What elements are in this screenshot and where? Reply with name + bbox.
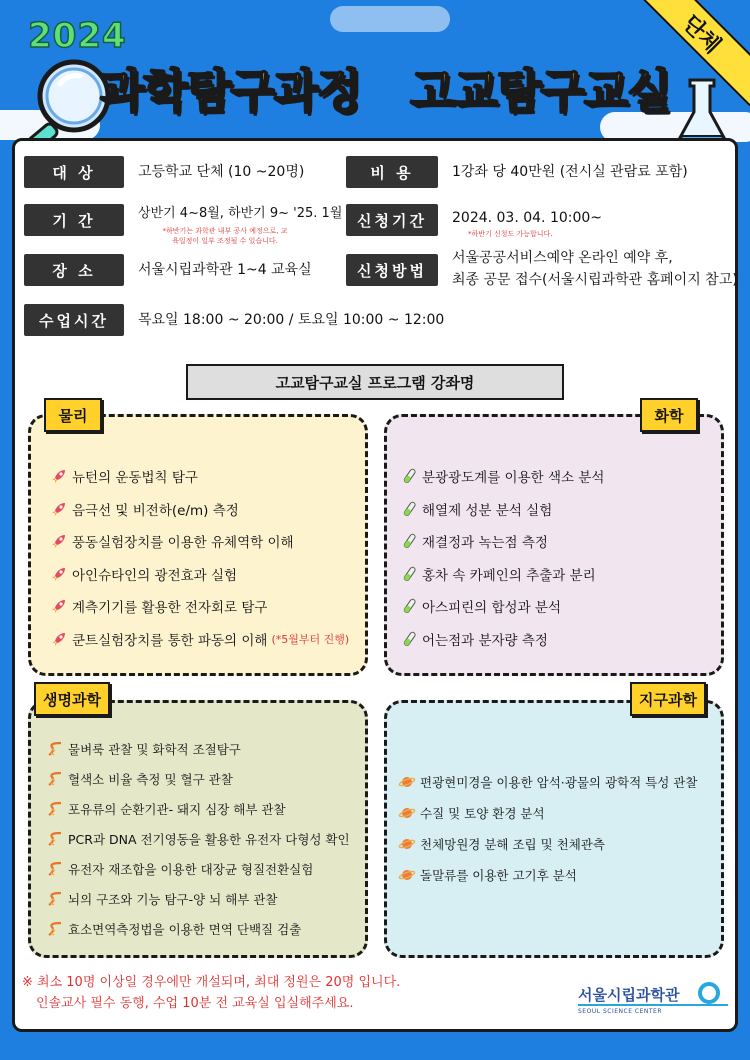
earth-tag: 지구과학 — [630, 682, 706, 716]
item-text: 돌말류를 이용한 고기후 분석 — [420, 867, 577, 883]
value-class-time: 목요일 18:00 ~ 20:00 / 토요일 10:00 ~ 12:00 — [138, 312, 445, 328]
list-item — [400, 558, 604, 591]
list-item — [50, 525, 349, 558]
list-item — [46, 884, 350, 914]
item-text: 해열제 성분 분석 실험 — [422, 502, 553, 519]
logo-name: 서울시립과학관 — [578, 986, 680, 1004]
list-item — [400, 623, 604, 656]
item-text: 어는점과 분자량 측정 — [422, 632, 548, 649]
list-item — [398, 828, 697, 859]
item-text: 효소면역측정법을 이용한 면역 단백질 검출 — [68, 922, 302, 937]
logo-divider — [578, 1004, 728, 1006]
value-cost: 1강좌 당 40만원 (전시실 관람료 포함) — [452, 164, 688, 180]
value-place: 서울시립과학관 1~4 교육실 — [138, 262, 312, 278]
item-text: 혈색소 비율 측정 및 혈구 관찰 — [68, 772, 233, 787]
label-place: 장 소 — [24, 254, 124, 286]
item-text: 음극선 및 비전하(e/m) 측정 — [72, 502, 239, 519]
footer-note — [22, 972, 400, 1014]
value-period: 상반기 4~8월, 하반기 9~ '25. 1월 — [138, 206, 343, 221]
value-apply-method-2: 최종 공문 접수(서울시립과학관 홈페이지 참고) — [452, 272, 738, 288]
program-title: 고교탐구교실 프로그램 강좌명 — [186, 364, 564, 400]
planet-icon — [398, 804, 416, 822]
test-tube-icon — [400, 565, 418, 583]
dna-icon — [46, 770, 64, 788]
list-item — [46, 854, 350, 884]
dna-icon — [46, 830, 64, 848]
biology-list — [46, 734, 350, 944]
item-text: 뉴턴의 운동법칙 탐구 — [72, 470, 198, 487]
list-item — [46, 914, 350, 944]
chemistry-list — [400, 460, 604, 655]
science-center-logo — [578, 980, 728, 1024]
rocket-icon — [50, 500, 68, 518]
list-item — [50, 590, 349, 623]
list-item — [50, 493, 349, 526]
list-item — [46, 764, 350, 794]
list-item — [400, 590, 604, 623]
earth-list — [398, 766, 697, 890]
dna-icon — [46, 860, 64, 878]
logo-sub: SEOUL SCIENCE CENTER — [578, 1008, 662, 1015]
item-text: 쿤트실험장치를 통한 파동의 이해 — [72, 632, 268, 649]
label-apply-method: 신청방법 — [346, 254, 438, 286]
label-class-time: 수업시간 — [24, 304, 124, 336]
planet-icon — [398, 773, 416, 791]
test-tube-icon — [400, 630, 418, 648]
item-text: PCR과 DNA 전기영동을 활용한 유전자 다형성 확인 — [68, 832, 350, 847]
list-item — [400, 525, 604, 558]
item-text: 뇌의 구조와 기능 탐구-양 뇌 해부 관찰 — [68, 892, 278, 907]
label-period: 기 간 — [24, 204, 124, 236]
test-tube-icon — [400, 597, 418, 615]
item-note: (*5월부터 진행) — [271, 632, 350, 646]
item-text: 계측기기를 활용한 전자회로 탐구 — [72, 600, 268, 617]
list-item — [46, 824, 350, 854]
label-cost: 비 용 — [346, 156, 438, 188]
dna-icon — [46, 800, 64, 818]
list-item — [398, 859, 697, 890]
item-text: 편광현미경을 이용한 암석·광물의 광학적 특성 관찰 — [420, 774, 698, 790]
footer-note-line2: 인솔교사 필수 동행, 수업 10분 전 교육실 입실해주세요. — [36, 996, 354, 1011]
list-item — [400, 460, 604, 493]
item-text: 홍차 속 카페인의 추출과 분리 — [422, 567, 596, 584]
item-text: 물벼룩 관찰 및 화학적 조절탐구 — [68, 742, 241, 757]
item-text: 아인슈타인의 광전효과 실험 — [72, 567, 238, 584]
note-apply-period: *하반기 신청도 가능합니다. — [468, 230, 553, 238]
rocket-icon — [50, 630, 68, 648]
list-item — [50, 558, 349, 591]
cloud-decoration — [330, 6, 450, 32]
physics-tag: 물리 — [44, 398, 102, 432]
value-apply-period: 2024. 03. 04. 10:00~ — [452, 210, 603, 226]
item-text: 재결정과 녹는점 측정 — [422, 535, 548, 552]
list-item — [46, 734, 350, 764]
item-text: 풍동실험장치를 이용한 유체역학 이해 — [72, 535, 294, 552]
dna-icon — [46, 890, 64, 908]
logo-circle-icon — [698, 982, 720, 1004]
value-target: 고등학교 단체 (10 ~20명) — [138, 164, 305, 180]
note-period: *하반기는 과학관 내부 공사 예정으로, 교육일정이 일부 조정될 수 있습니다. — [162, 227, 288, 245]
list-item — [400, 493, 604, 526]
value-apply-method-1: 서울공공서비스예약 온라인 예약 후, — [452, 250, 673, 266]
planet-icon — [398, 835, 416, 853]
footer-note-line1: ※ 최소 10명 이상일 경우에만 개설되며, 최대 정원은 20명 입니다. — [22, 975, 401, 990]
chemistry-tag: 화학 — [640, 398, 698, 432]
title-sub: 고교탐구교실 — [410, 64, 671, 118]
rocket-icon — [50, 532, 68, 550]
test-tube-icon — [400, 467, 418, 485]
biology-tag: 생명과학 — [34, 682, 110, 716]
item-text: 유전자 재조합을 이용한 대장균 형질전환실험 — [68, 862, 314, 877]
rocket-icon — [50, 467, 68, 485]
label-target: 대 상 — [24, 156, 124, 188]
dna-icon — [46, 740, 64, 758]
list-item — [398, 766, 697, 797]
dna-icon — [46, 920, 64, 938]
item-text: 수질 및 토양 환경 분석 — [420, 805, 545, 821]
list-item — [50, 460, 349, 493]
item-text: 아스피린의 합성과 분석 — [422, 600, 561, 617]
item-text: 분광광도계를 이용한 색소 분석 — [422, 470, 605, 487]
item-text: 천체망원경 분해 조립 및 천체관측 — [420, 836, 605, 852]
list-item — [46, 794, 350, 824]
group-ribbon-text: 단체 — [677, 10, 726, 59]
rocket-icon — [50, 597, 68, 615]
label-apply-period: 신청기간 — [346, 204, 438, 236]
physics-list — [50, 460, 349, 655]
title-main: 과학탐구과정 — [100, 64, 361, 118]
test-tube-icon — [400, 532, 418, 550]
test-tube-icon — [400, 500, 418, 518]
list-item — [398, 797, 697, 828]
item-text: 포유류의 순환기관- 돼지 심장 해부 관찰 — [68, 802, 286, 817]
year-label: 2024 — [28, 16, 127, 56]
planet-icon — [398, 866, 416, 884]
list-item — [50, 623, 349, 656]
rocket-icon — [50, 565, 68, 583]
